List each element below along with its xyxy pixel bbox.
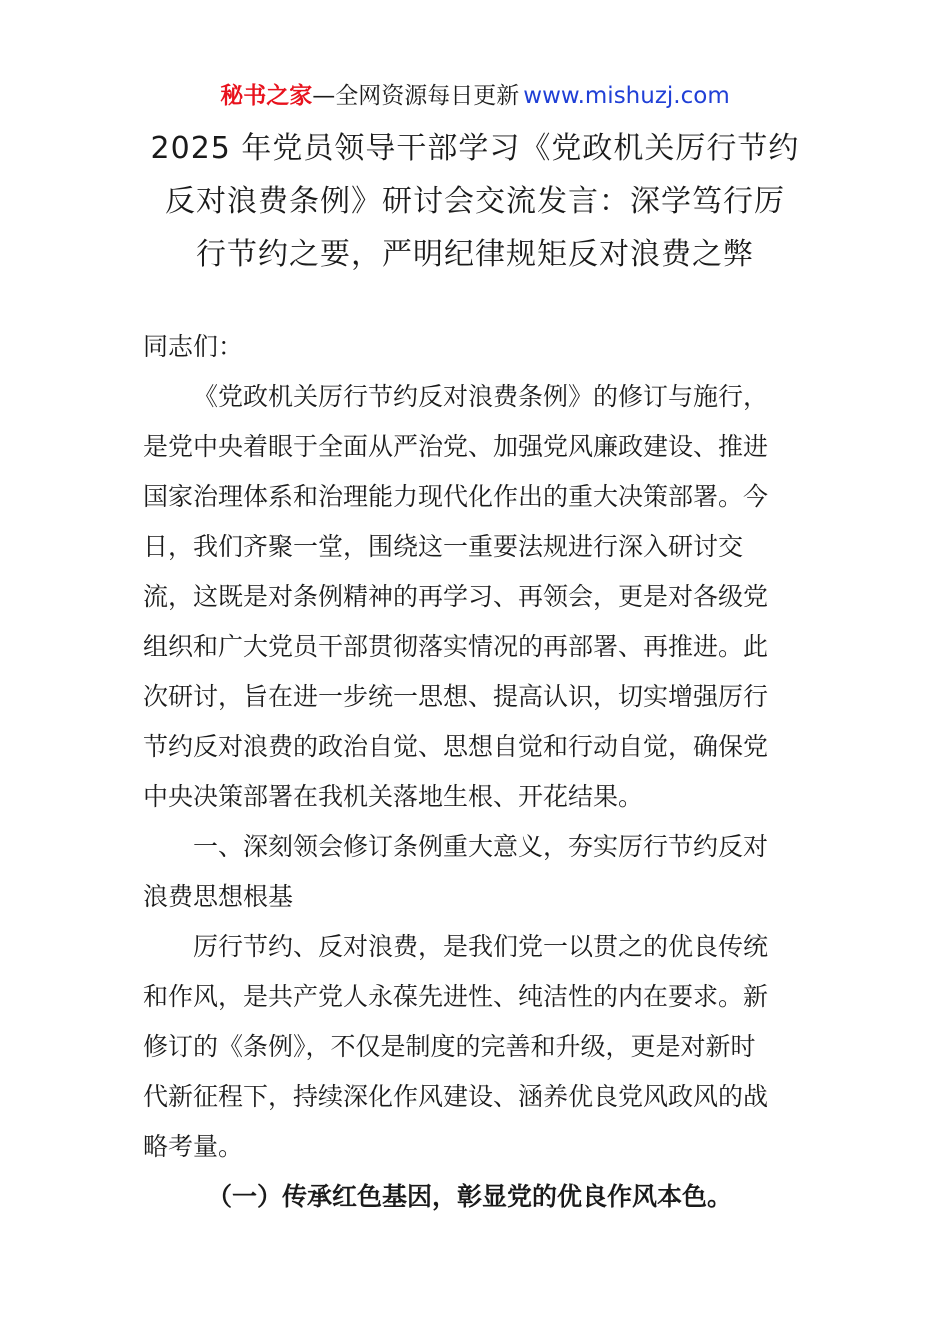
title-line: 行节约之要，严明纪律规矩反对浪费之弊 (196, 237, 754, 272)
paragraph-line: 代新征程下，持续深化作风建设、涵养优良党风政风的战 (143, 1082, 769, 1111)
subheading: （一）传承红色基因，彰显党的优良作风本色。 (207, 1182, 733, 1211)
brand-name: 秘书之家 (220, 83, 313, 109)
paragraph-line: 流，这既是对条例精神的再学习、再领会，更是对各级党 (143, 582, 769, 611)
greeting: 同志们： (143, 332, 244, 361)
section-heading: 一、深刻领会修订条例重大意义，夯实厉行节约反对 (193, 832, 769, 861)
header-tagline: —全网资源每日更新 (312, 83, 520, 109)
paragraph-line: 厉行节约、反对浪费，是我们党一以贯之的优良传统 (193, 932, 769, 961)
paragraph-line: 国家治理体系和治理能力现代化作出的重大决策部署。今 (143, 482, 769, 511)
paragraph-line: 组织和广大党员干部贯彻落实情况的再部署、再推进。此 (143, 632, 769, 661)
paragraph-line: 节约反对浪费的政治自觉、思想自觉和行动自觉，确保党 (143, 732, 769, 761)
title-line: 反对浪费条例》研讨会交流发言：深学笃行厉 (165, 184, 785, 219)
document-title (120, 122, 830, 281)
paragraph-line: 次研讨，旨在进一步统一思想、提高认识，切实增强厉行 (143, 682, 769, 711)
site-url-link[interactable]: www.mishuzj.com (523, 83, 730, 109)
paragraph-line: 《党政机关厉行节约反对浪费条例》的修订与施行， (193, 382, 769, 411)
paragraph-line: 和作风，是共产党人永葆先进性、纯洁性的内在要求。新 (143, 982, 769, 1011)
section-heading: 浪费思想根基 (143, 882, 294, 911)
paragraph-line: 修订的《条例》，不仅是制度的完善和升级，更是对新时 (143, 1032, 756, 1061)
site-header (0, 80, 950, 112)
document-body (143, 322, 807, 1222)
paragraph-line: 日，我们齐聚一堂，围绕这一重要法规进行深入研讨交 (143, 532, 744, 561)
title-line: 2025 年党员领导干部学习《党政机关厉行节约 (150, 131, 800, 166)
paragraph-line: 略考量。 (143, 1132, 244, 1161)
paragraph-line: 是党中央着眼于全面从严治党、加强党风廉政建设、推进 (143, 432, 769, 461)
paragraph-line: 中央决策部署在我机关落地生根、开花结果。 (143, 782, 644, 811)
